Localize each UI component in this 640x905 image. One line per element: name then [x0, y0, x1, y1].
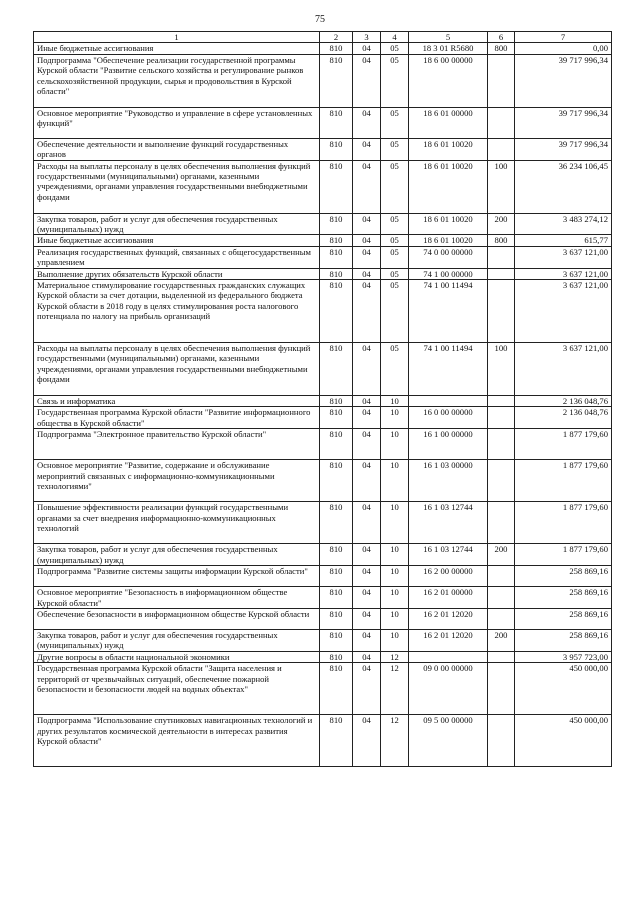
- cell-sum: 1 877 179,60: [515, 460, 612, 502]
- cell-grbs: 810: [320, 566, 353, 587]
- cell-grbs: 810: [320, 43, 353, 54]
- cell-vr: [488, 502, 515, 544]
- table-row: [34, 715, 612, 767]
- cell-csr: 09 0 00 00000: [409, 663, 488, 715]
- cell-name: Другие вопросы в области национальной экономики: [34, 651, 320, 662]
- cell-rz: 04: [353, 138, 381, 160]
- table-row: [34, 396, 612, 407]
- table-row: [34, 407, 612, 429]
- cell-grbs: 810: [320, 429, 353, 460]
- cell-pr: 10: [381, 544, 409, 566]
- cell-name: Повышение эффективности реализации функций государственными органами за счет внедрения информационно-коммуникационных технологий: [34, 502, 320, 544]
- cell-csr: [409, 651, 488, 662]
- cell-csr: 16 2 01 12020: [409, 629, 488, 651]
- cell-vr: [488, 429, 515, 460]
- cell-rz: 04: [353, 429, 381, 460]
- header-cell: 6: [488, 32, 515, 43]
- cell-rz: 04: [353, 715, 381, 767]
- cell-name: Закупка товаров, работ и услуг для обеспечения государственных (муниципальных) нужд: [34, 629, 320, 651]
- cell-sum: 36 234 106,45: [515, 160, 612, 213]
- cell-pr: 05: [381, 268, 409, 279]
- cell-name: Закупка товаров, работ и услуг для обеспечения государственных (муниципальных) нужд: [34, 213, 320, 235]
- cell-name: Расходы на выплаты персоналу в целях обеспечения выполнения функций государственными (муниципальными) органами, казенными учреждениями, органами управления государственными внебюджетными фондами: [34, 160, 320, 213]
- cell-vr: [488, 138, 515, 160]
- cell-vr: 100: [488, 160, 515, 213]
- cell-grbs: 810: [320, 343, 353, 396]
- cell-csr: 16 1 03 00000: [409, 460, 488, 502]
- cell-csr: 16 0 00 00000: [409, 407, 488, 429]
- cell-vr: [488, 651, 515, 662]
- cell-sum: 258 869,16: [515, 566, 612, 587]
- cell-grbs: 810: [320, 213, 353, 235]
- cell-vr: [488, 587, 515, 609]
- cell-rz: 04: [353, 502, 381, 544]
- budget-table: [33, 31, 612, 767]
- cell-vr: [488, 608, 515, 629]
- cell-sum: 1 877 179,60: [515, 502, 612, 544]
- cell-sum: 1 877 179,60: [515, 429, 612, 460]
- table-row: [34, 54, 612, 107]
- cell-pr: 12: [381, 663, 409, 715]
- table-row: [34, 651, 612, 662]
- cell-vr: [488, 246, 515, 268]
- header-cell: 2: [320, 32, 353, 43]
- cell-vr: 200: [488, 544, 515, 566]
- cell-csr: 18 6 01 10020: [409, 138, 488, 160]
- header-cell: 3: [353, 32, 381, 43]
- cell-rz: 04: [353, 213, 381, 235]
- cell-csr: 18 6 01 00000: [409, 107, 488, 138]
- cell-vr: 200: [488, 629, 515, 651]
- cell-csr: 16 2 01 12020: [409, 608, 488, 629]
- cell-pr: 10: [381, 429, 409, 460]
- cell-name: Основное мероприятие "Руководство и управление в сфере установленных функций": [34, 107, 320, 138]
- cell-vr: 800: [488, 43, 515, 54]
- cell-pr: 10: [381, 608, 409, 629]
- cell-sum: 258 869,16: [515, 608, 612, 629]
- cell-pr: 05: [381, 343, 409, 396]
- cell-sum: 2 136 048,76: [515, 407, 612, 429]
- cell-rz: 04: [353, 160, 381, 213]
- cell-pr: 12: [381, 651, 409, 662]
- header-cell: 5: [409, 32, 488, 43]
- cell-name: Обеспечение безопасности в информационном обществе Курской области: [34, 608, 320, 629]
- cell-sum: 2 136 048,76: [515, 396, 612, 407]
- cell-rz: 04: [353, 235, 381, 246]
- table-row: [34, 663, 612, 715]
- table-row: [34, 608, 612, 629]
- cell-sum: 450 000,00: [515, 715, 612, 767]
- cell-pr: 05: [381, 160, 409, 213]
- cell-grbs: 810: [320, 407, 353, 429]
- cell-name: Подпрограмма "Развитие системы защиты информации Курской области": [34, 566, 320, 587]
- cell-sum: 39 717 996,34: [515, 54, 612, 107]
- cell-csr: 74 1 00 00000: [409, 268, 488, 279]
- cell-rz: 04: [353, 407, 381, 429]
- header-cell: 7: [515, 32, 612, 43]
- cell-grbs: 810: [320, 160, 353, 213]
- cell-csr: 18 6 00 00000: [409, 54, 488, 107]
- cell-pr: 05: [381, 280, 409, 343]
- cell-pr: 10: [381, 629, 409, 651]
- table-row: [34, 138, 612, 160]
- cell-vr: 800: [488, 235, 515, 246]
- cell-sum: 3 637 121,00: [515, 343, 612, 396]
- cell-grbs: 810: [320, 280, 353, 343]
- cell-sum: 3 637 121,00: [515, 246, 612, 268]
- cell-grbs: 810: [320, 715, 353, 767]
- cell-name: Государственная программа Курской области "Защита населения и территорий от чрезвычайных ситуаций, обеспечение пожарной безопасности и безопасности людей на водных объектах": [34, 663, 320, 715]
- cell-pr: 10: [381, 587, 409, 609]
- cell-grbs: 810: [320, 460, 353, 502]
- table-row: [34, 246, 612, 268]
- cell-name: Обеспечение деятельности и выполнение функций государственных органов: [34, 138, 320, 160]
- table-row: [34, 43, 612, 54]
- cell-grbs: 810: [320, 246, 353, 268]
- cell-rz: 04: [353, 663, 381, 715]
- page-number: 75: [315, 14, 325, 25]
- cell-name: Иные бюджетные ассигнования: [34, 235, 320, 246]
- cell-rz: 04: [353, 280, 381, 343]
- table-row: [34, 268, 612, 279]
- cell-vr: [488, 268, 515, 279]
- cell-vr: 200: [488, 213, 515, 235]
- header-cell: 4: [381, 32, 409, 43]
- cell-csr: 18 6 01 10020: [409, 160, 488, 213]
- cell-pr: 05: [381, 246, 409, 268]
- cell-sum: 3 637 121,00: [515, 280, 612, 343]
- cell-pr: 12: [381, 715, 409, 767]
- cell-rz: 04: [353, 246, 381, 268]
- cell-csr: 16 1 03 12744: [409, 544, 488, 566]
- cell-rz: 04: [353, 629, 381, 651]
- cell-name: Связь и информатика: [34, 396, 320, 407]
- table-row: [34, 160, 612, 213]
- cell-sum: 615,77: [515, 235, 612, 246]
- cell-csr: 16 1 00 00000: [409, 429, 488, 460]
- cell-vr: [488, 54, 515, 107]
- cell-csr: 18 6 01 10020: [409, 213, 488, 235]
- header-row: [34, 32, 612, 43]
- cell-grbs: 810: [320, 587, 353, 609]
- cell-pr: 10: [381, 460, 409, 502]
- cell-csr: 74 0 00 00000: [409, 246, 488, 268]
- table-row: [34, 566, 612, 587]
- cell-vr: [488, 107, 515, 138]
- cell-sum: 1 877 179,60: [515, 544, 612, 566]
- cell-rz: 04: [353, 566, 381, 587]
- cell-pr: 05: [381, 54, 409, 107]
- cell-sum: 39 717 996,34: [515, 107, 612, 138]
- cell-name: Иные бюджетные ассигнования: [34, 43, 320, 54]
- cell-name: Подпрограмма "Использование спутниковых навигационных технологий и других результатов космической деятельности в интересах развития Курской области": [34, 715, 320, 767]
- cell-vr: [488, 663, 515, 715]
- table-row: [34, 429, 612, 460]
- table-row: [34, 235, 612, 246]
- cell-name: Закупка товаров, работ и услуг для обеспечения государственных (муниципальных) нужд: [34, 544, 320, 566]
- cell-sum: 258 869,16: [515, 629, 612, 651]
- cell-grbs: 810: [320, 138, 353, 160]
- table-row: [34, 213, 612, 235]
- cell-sum: 0,00: [515, 43, 612, 54]
- cell-sum: 258 869,16: [515, 587, 612, 609]
- cell-name: Основное мероприятие "Безопасность в информационном обществе Курской области": [34, 587, 320, 609]
- cell-grbs: 810: [320, 235, 353, 246]
- table-row: [34, 343, 612, 396]
- cell-pr: 10: [381, 566, 409, 587]
- cell-csr: 16 2 00 00000: [409, 566, 488, 587]
- cell-rz: 04: [353, 460, 381, 502]
- table-row: [34, 587, 612, 609]
- cell-sum: 3 957 723,00: [515, 651, 612, 662]
- cell-rz: 04: [353, 107, 381, 138]
- cell-vr: [488, 460, 515, 502]
- cell-sum: 39 717 996,34: [515, 138, 612, 160]
- cell-rz: 04: [353, 43, 381, 54]
- cell-pr: 05: [381, 138, 409, 160]
- cell-rz: 04: [353, 343, 381, 396]
- cell-grbs: 810: [320, 608, 353, 629]
- table-row: [34, 502, 612, 544]
- cell-vr: [488, 715, 515, 767]
- table-row: [34, 280, 612, 343]
- cell-name: Подпрограмма "Обеспечение реализации государственной программы Курской области "Развитие сельского хозяйства и регулирование рынков сельскохозяйственной продукции, сырья и продовольствия в Курской области": [34, 54, 320, 107]
- cell-pr: 05: [381, 213, 409, 235]
- cell-pr: 10: [381, 502, 409, 544]
- cell-pr: 05: [381, 107, 409, 138]
- table-row: [34, 460, 612, 502]
- cell-csr: 74 1 00 11494: [409, 343, 488, 396]
- cell-rz: 04: [353, 608, 381, 629]
- cell-grbs: 810: [320, 544, 353, 566]
- cell-name: Основное мероприятие "Развитие, содержание и обслуживание мероприятий связанных с информационно-коммуникационными технологиями": [34, 460, 320, 502]
- cell-csr: 16 1 03 12744: [409, 502, 488, 544]
- table-row: [34, 107, 612, 138]
- cell-sum: 450 000,00: [515, 663, 612, 715]
- cell-csr: 18 6 01 10020: [409, 235, 488, 246]
- cell-rz: 04: [353, 651, 381, 662]
- cell-rz: 04: [353, 268, 381, 279]
- cell-grbs: 810: [320, 268, 353, 279]
- cell-vr: [488, 566, 515, 587]
- cell-grbs: 810: [320, 651, 353, 662]
- cell-name: Расходы на выплаты персоналу в целях обеспечения выполнения функций государственными (муниципальными) органами, казенными учреждениями, органами управления государственными внебюджетными фондами: [34, 343, 320, 396]
- cell-rz: 04: [353, 587, 381, 609]
- cell-grbs: 810: [320, 54, 353, 107]
- cell-csr: 16 2 01 00000: [409, 587, 488, 609]
- cell-csr: 18 3 01 R5680: [409, 43, 488, 54]
- cell-grbs: 810: [320, 629, 353, 651]
- cell-vr: [488, 280, 515, 343]
- cell-rz: 04: [353, 54, 381, 107]
- cell-vr: [488, 396, 515, 407]
- cell-name: Реализация государственных функций, связанных с общегосударственным управлением: [34, 246, 320, 268]
- cell-sum: 3 637 121,00: [515, 268, 612, 279]
- cell-pr: 10: [381, 407, 409, 429]
- cell-sum: 3 483 274,12: [515, 213, 612, 235]
- cell-name: Подпрограмма "Электронное правительство Курской области": [34, 429, 320, 460]
- cell-rz: 04: [353, 544, 381, 566]
- cell-grbs: 810: [320, 107, 353, 138]
- cell-pr: 05: [381, 235, 409, 246]
- cell-csr: 09 5 00 00000: [409, 715, 488, 767]
- cell-grbs: 810: [320, 663, 353, 715]
- table-row: [34, 544, 612, 566]
- cell-csr: [409, 396, 488, 407]
- table-row: [34, 629, 612, 651]
- cell-grbs: 810: [320, 502, 353, 544]
- cell-csr: 74 1 00 11494: [409, 280, 488, 343]
- cell-vr: 100: [488, 343, 515, 396]
- cell-grbs: 810: [320, 396, 353, 407]
- cell-name: Государственная программа Курской области "Развитие информационного общества в Курской области": [34, 407, 320, 429]
- cell-pr: 10: [381, 396, 409, 407]
- cell-name: Выполнение других обязательств Курской области: [34, 268, 320, 279]
- header-cell: 1: [34, 32, 320, 43]
- cell-rz: 04: [353, 396, 381, 407]
- cell-vr: [488, 407, 515, 429]
- cell-name: Материальное стимулирование государственных гражданских служащих Курской области за счет дотации, выделенной из федерального бюджета Курской области в 2018 году в целях стимулирования роста налогового потенциала по налогу на прибыль организаций: [34, 280, 320, 343]
- cell-pr: 05: [381, 43, 409, 54]
